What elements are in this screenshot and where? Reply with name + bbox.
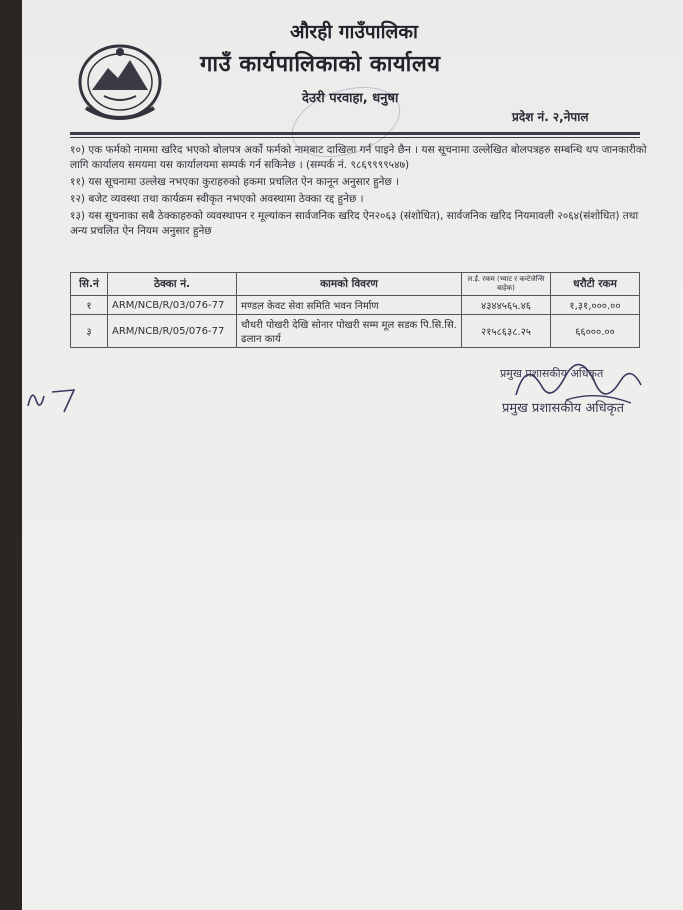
cell-contract-no: ARM/NCB/R/03/076-77	[108, 296, 237, 315]
clause-10: १०) एक फर्मको नाममा खरिद भएको बोलपत्र अर्को फर्मको नामबाट दाखिला गर्न पाइने छैन । यस सूचनामा उल्लेखित बोलपत्रहरु सम्बन्धि थप जानकारीको लागि कार्यालय समयमा यस कार्यालयमा सम्पर्क गर्न सकिनेछ । (सम्पर्क नं. ९८६९९९९५४७)	[70, 144, 647, 171]
cell-contract-no: ARM/NCB/R/05/076-77	[108, 315, 237, 348]
header-rule-thin	[70, 137, 640, 138]
col-header-estimate: ल.ई. रकम (भ्याट र कन्टेजेन्सि बाहेक)	[462, 273, 551, 296]
contracts-table	[70, 272, 640, 348]
col-header-sn: सि.नं	[71, 273, 108, 296]
table-header-row	[71, 273, 640, 296]
col-header-contract-no: ठेक्का नं.	[108, 273, 237, 296]
cell-sn: ३	[71, 315, 108, 348]
signature-handwritten-title: प्रमुख प्रशासकीय अधिकृत	[500, 367, 604, 380]
header-title-line2: गाउँ कार्यपालिकाको कार्यालय	[200, 52, 441, 77]
header-title-line1: औरही गाउँपालिका	[290, 21, 418, 43]
clause-11: ११) यस सूचनामा उल्लेख नभएका कुराहरुको हकमा प्रचलित ऐन कानून अनुसार हुनेछ ।	[70, 176, 400, 188]
cell-sn: १	[71, 296, 108, 315]
clause-13: १३) यस सूचनाका सबै ठेक्काहरुको व्यवस्थापन र मूल्यांकन सार्वजनिक खरिद ऐन२०६३ (संशोधित), सार्वजनिक खरिद नियमावली २०६४(संशोधित) तथा अन्य प्रचलित ऐन नियम अनुसार हुनेछ	[70, 210, 639, 237]
header-rule-thick	[70, 132, 640, 135]
cell-description: चौधरी पोखरी देखि सोनार पोखरी सम्म मूल सडक पि.सि.सि. ढलान कार्य	[237, 315, 462, 348]
header-province: प्रदेश नं. २,नेपाल	[512, 110, 589, 124]
cell-estimate: २१५८६३८.२५	[462, 315, 551, 348]
clause-12: १२) बजेट व्यवस्था तथा कार्यक्रम स्वीकृत नभएको अवस्थामा ठेक्का रद्द हुनेछ ।	[70, 193, 364, 205]
clauses	[70, 143, 655, 239]
cell-deposit: ६६०००.००	[551, 315, 640, 348]
table-row	[71, 296, 640, 315]
header-address: देउरी परवाहा, धनुषा	[302, 91, 399, 106]
table-row	[71, 315, 640, 348]
cell-estimate: ४३४४५६५.४६	[462, 296, 551, 315]
emblem-logo	[74, 38, 166, 124]
col-header-deposit: धरौटी रकम	[551, 273, 640, 296]
cell-description: मण्डल केवट सेवा समिति भवन निर्माण	[237, 296, 462, 315]
cell-deposit: १,३१,०००.००	[551, 296, 640, 315]
col-header-description: कामको विवरण	[237, 273, 462, 296]
document-page	[22, 0, 683, 910]
signature-title: प्रमुख प्रशासकीय अधिकृत	[502, 401, 625, 416]
